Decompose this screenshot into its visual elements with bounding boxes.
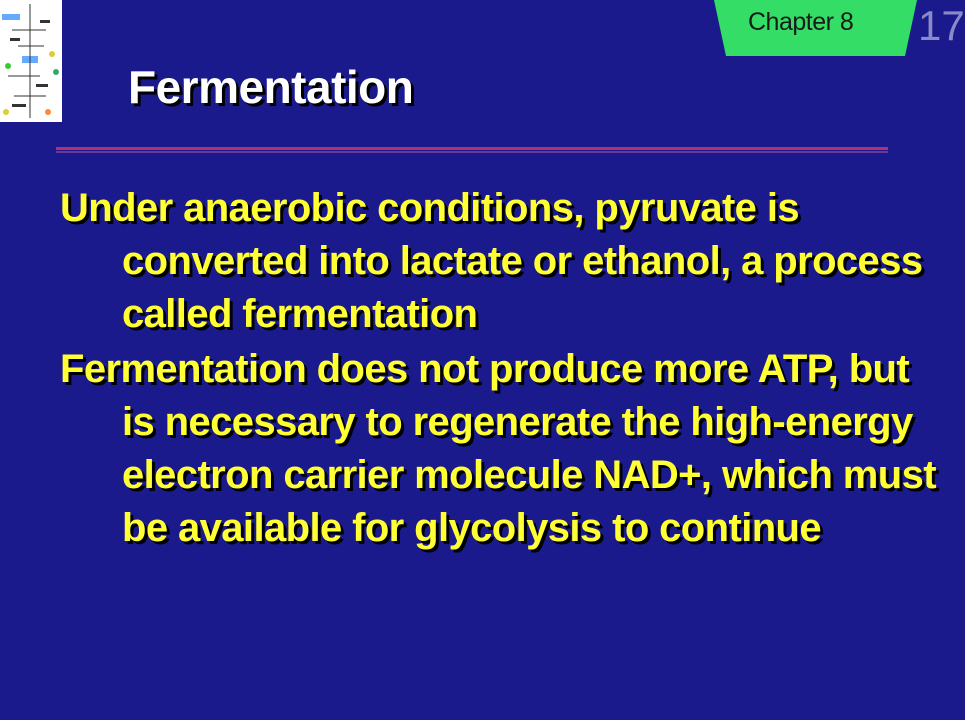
bullet-list bbox=[60, 182, 940, 557]
slide-title: Fermentation bbox=[128, 61, 414, 113]
title-divider bbox=[56, 147, 888, 154]
bullet-item: Under anaerobic conditions, pyruvate is converted into lactate or ethanol, a process called fermentation bbox=[60, 186, 923, 336]
pathway-thumbnail-icon bbox=[0, 0, 62, 122]
chapter-label: Chapter 8 bbox=[748, 8, 854, 36]
bullet-item: Fermentation does not produce more ATP, but is necessary to regenerate the high-energy electron carrier molecule NAD+, which must be available for glycolysis to continue bbox=[60, 347, 936, 550]
chapter-tab bbox=[714, 0, 917, 56]
page-number: 17 bbox=[918, 2, 965, 49]
